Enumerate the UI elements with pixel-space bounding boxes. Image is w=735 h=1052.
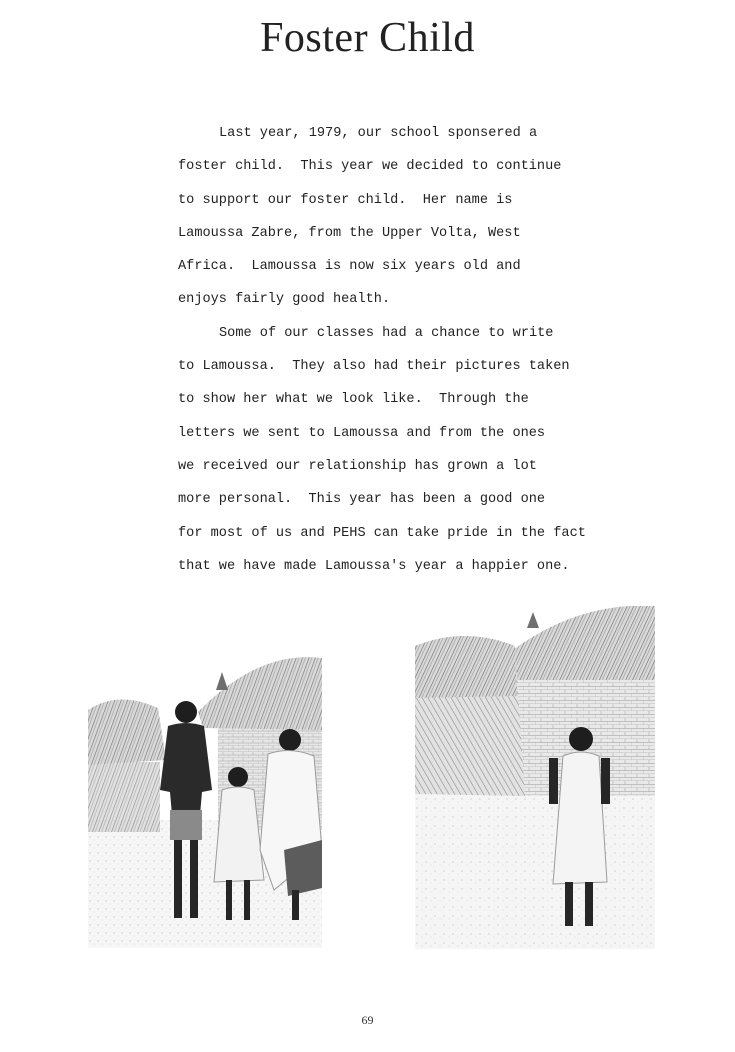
page-number: 69 [361,1013,374,1027]
text-line: for most of us and PEHS can take pride in the fact [178,525,586,541]
article-body [178,117,618,583]
text-line: we received our relationship has grown a lot [178,458,537,474]
text-line: Last year, 1979, our school sponsered a [219,126,538,141]
text-line: enjoys fairly good health. [178,292,391,308]
text-line: foster child. This year we decided to continue [178,159,562,175]
text-line: to support our foster child. Her name is [178,192,513,208]
page-title: Foster Child [260,15,475,61]
text-line: Lamoussa Zabre, from the Upper Volta, West [178,225,521,241]
text-line: Some of our classes had a chance to write [219,325,554,341]
text-line: that we have made Lamoussa's year a happier one. [178,558,570,574]
text-line: letters we sent to Lamoussa and from the ones [178,425,546,441]
text-line: to Lamoussa. They also had their pictures taken [178,359,570,375]
text-line: more personal. This year has been a good one [178,492,546,508]
photo-three-children [88,650,322,948]
photo-foster-child [415,606,655,949]
text-line: to show her what we look like. Through the [178,392,529,408]
text-line: Africa. Lamoussa is now six years old and [178,259,521,275]
